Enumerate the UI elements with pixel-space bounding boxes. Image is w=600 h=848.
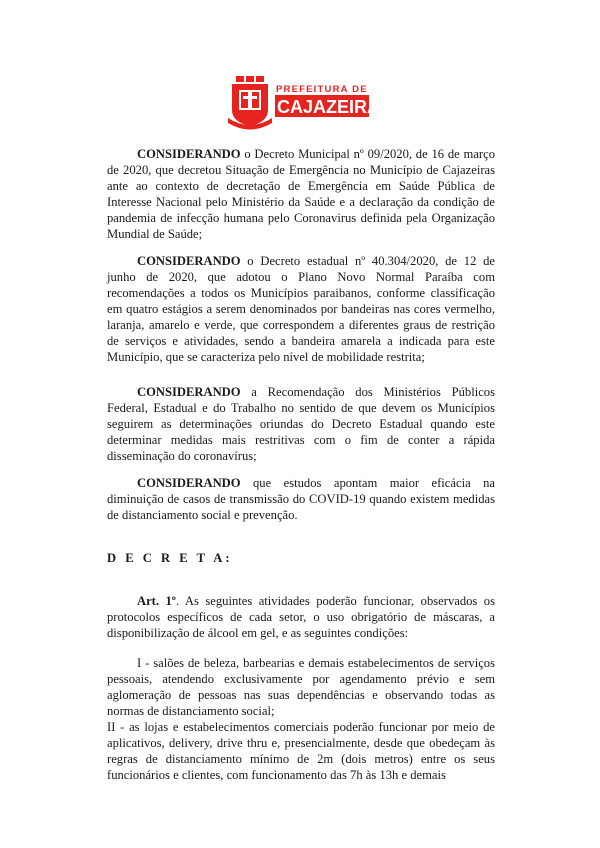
considerando-keyword: CONSIDERANDO bbox=[137, 385, 241, 399]
logo-top-text: PREFEITURA DE bbox=[276, 84, 368, 95]
considerando-paragraph-2: CONSIDERANDO o Decreto estadual nº 40.304/2020, de 12 de junho de 2020, que adotou o Plano Novo Normal Paraíba com recomendações a todos os Municípios paraibanos, conforme classificação em quatro estágios a serem denominados por bandeiras nas cores vermelho, laranja, amarelo e verde, que correspondem a diferentes graus de restrição de serviços e atividades, sendo a bandeira amarela a indicada para este Município, que se caracteriza pelo nível de mobilidade restrita; bbox=[107, 254, 495, 364]
prefeitura-cajazeiras-logo bbox=[228, 76, 393, 130]
considerando-keyword: CONSIDERANDO bbox=[137, 254, 241, 268]
considerando-paragraph-4: CONSIDERANDO que estudos apontam maior eficácia na diminuição de casos de transmissão do COVID-19 quando existem medidas de distanciamento social e prevenção. bbox=[107, 476, 495, 522]
article-1: Art. 1º. As seguintes atividades poderão funcionar, observados os protocolos específicos de cada setor, o uso obrigatório de máscaras, a disponibilização de álcool em gel, e as seguintes condições: bbox=[107, 594, 495, 640]
item-I: I - salões de beleza, barbearias e demais estabelecimentos de serviços pessoais, atendendo exclusivamente por agendamento prévio e sem aglomeração de pessoas nas suas dependências e observando todas as normas de distanciamento social; bbox=[107, 656, 495, 718]
considerando-paragraph-3: CONSIDERANDO a Recomendação dos Ministérios Públicos Federal, Estadual e do Trabalho no sentido de que devem os Municípios seguirem as determinações oriundas do Decreto Estadual quando este determinar medidas mais restritivas com o fim de conter a rápida disseminação do coronavírus; bbox=[107, 385, 495, 463]
article-label: Art. 1º bbox=[137, 594, 176, 608]
considerando-keyword: CONSIDERANDO bbox=[137, 147, 241, 161]
coat-of-arms-icon bbox=[228, 76, 272, 130]
considerando-paragraph-1: CONSIDERANDO o Decreto Municipal nº 09/2020, de 16 de março de 2020, que decretou Situação de Emergência no Município de Cajazeiras ante ao contexto de decretação de Emergência em Saúde Pública de Interesse Nacional pelo Ministério da Saúde e a declaração da condição de pandemia de infecção humana pelo Coronavirus definida pela Organização Mundial de Saúde; bbox=[107, 147, 495, 241]
decreta-heading: D E C R E T A: bbox=[107, 551, 233, 565]
considerando-keyword: CONSIDERANDO bbox=[137, 476, 241, 490]
item-II: II - as lojas e estabelecimentos comerciais poderão funcionar por meio de aplicativos, delivery, drive thru e, presencialmente, desde que obedeçam às regras de distanciamento mínimo de 2m (dois metros) entre os seus funcionários e clientes, com funcionamento das 7h às 13h e demais bbox=[107, 720, 495, 782]
logo-name: CAJAZEIRAS bbox=[277, 97, 393, 117]
